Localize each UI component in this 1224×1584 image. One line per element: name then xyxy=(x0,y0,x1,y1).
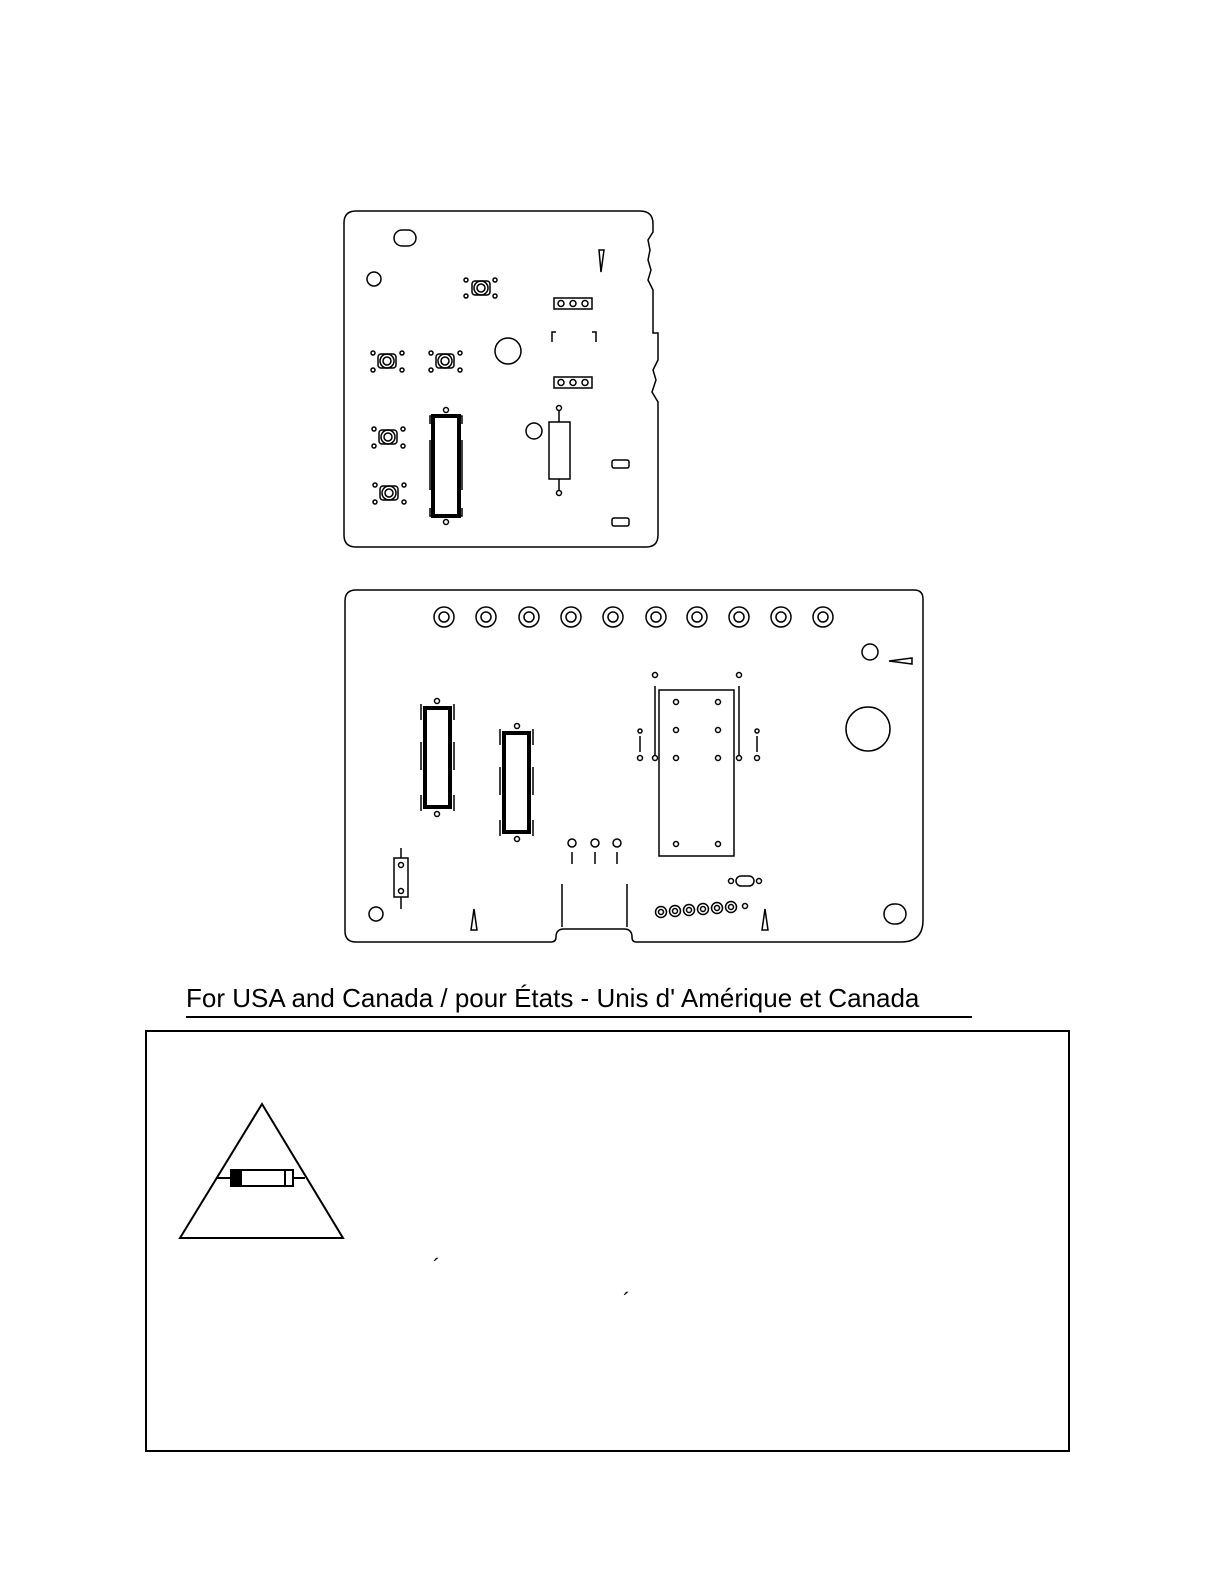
lower-polarity-mark xyxy=(471,909,477,930)
upper-hole-center xyxy=(495,338,521,364)
terminal-row xyxy=(434,607,833,627)
fuse-warning-icon xyxy=(177,1100,347,1242)
corner-brackets xyxy=(552,332,596,342)
lower-hole-top-right xyxy=(862,644,878,660)
lower-polarity-mark xyxy=(889,658,912,664)
crystal xyxy=(729,876,762,886)
lower-ic-package xyxy=(500,724,533,842)
upper-slot xyxy=(394,230,416,246)
tact-switch xyxy=(371,351,404,372)
upper-board xyxy=(344,211,658,547)
upper-hole-left xyxy=(367,272,381,286)
lower-polarity-mark xyxy=(762,909,768,930)
upper-pad xyxy=(612,460,629,468)
lower-board xyxy=(345,590,923,942)
lower-hole-large xyxy=(846,707,890,751)
region-caption: For USA and Canada / pour États - Unis d' Amérique et Canada xyxy=(186,980,972,1018)
lower-resistor xyxy=(394,848,408,909)
lower-ic-package xyxy=(421,699,454,817)
accent-mark: ´ xyxy=(623,1288,631,1313)
tact-switch xyxy=(373,483,406,504)
tact-switch xyxy=(464,278,497,298)
fuse-notice-box xyxy=(145,1030,1070,1452)
connector-pin-row xyxy=(656,902,748,918)
upper-polarity-mark xyxy=(599,250,604,272)
transistor-pins xyxy=(568,839,621,864)
tact-switch xyxy=(429,351,462,372)
upper-ic-package xyxy=(430,408,462,525)
lower-board-outline xyxy=(345,590,923,942)
upper-hole-small xyxy=(526,423,542,439)
lower-slot-bottom-right xyxy=(884,904,906,924)
header-3pin xyxy=(554,298,592,309)
lower-hole-bottom-left xyxy=(369,907,383,921)
accent-mark: ´ xyxy=(433,1254,441,1279)
edge-connector-slot xyxy=(562,884,627,927)
header-3pin xyxy=(554,377,592,388)
tact-switch xyxy=(372,427,405,448)
upper-pad xyxy=(612,518,629,526)
relay xyxy=(638,673,760,857)
upper-resistor xyxy=(549,406,570,496)
